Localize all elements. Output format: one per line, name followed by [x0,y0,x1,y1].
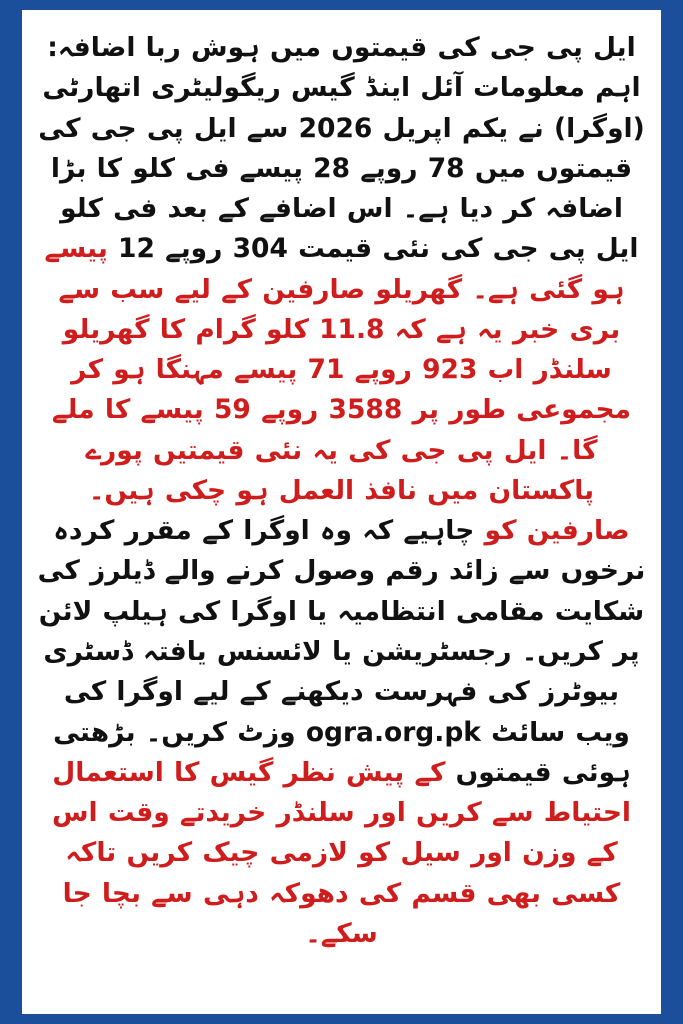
article-visit-note: وزٹ کریں۔ بڑھتی ہوئی قیمتوں [53,716,631,788]
article-accent-block-2: کے پیش نظر گیس کا استعمال احتیاط سے کریں اور سلنڈر خریدتے وقت اس کے وزن اور سیل کو لازمی چیک کریں تاکہ کسی بھی قسم کی دھوکہ دہی سے بچا جا سکے۔ [51,756,632,949]
news-poster-card [22,10,661,1014]
article-headline: ایل پی جی کی قیمتوں میں ہوش ربا اضافہ: اہم معلومات آئل اینڈ گیس ریگولیٹری اتھارٹی (اوگرا) نے یکم اپریل 2026 سے ایل پی جی کی قیمتوں میں 78 روپے 28 پیسے فی کلو کا بڑا اضافہ کر دیا ہے۔ اس اضافے کے بعد فی کلو ایل پی جی کی نئی قیمت 304 روپے 12 [38,32,645,265]
article-text [36,28,647,954]
article-accent-block-1: پیسے ہو گئی ہے۔ گھریلو صارفین کے لیے سب سے بری خبر یہ ہے کہ 11.8 کلو گرام کا گھریلو سلنڈر اب 923 روپے 71 پیسے مہنگا ہو کر مجموعی طور پر 3588 روپے 59 پیسے کا ملے گا۔ ایل پی جی کی یہ نئی قیمتیں پورے پاکستان میں نافذ العمل ہو چکی ہیں۔ صارفین کو [44,233,632,547]
ogra-website-text: ogra.org.pk [305,716,481,748]
article-advisory: چاہیے کہ وہ اوگرا کے مقرر کردہ نرخوں سے زائد رقم وصول کرنے والے ڈیلرز کی شکایت مقامی انتظامیہ یا اوگرا کی ہیلپ لائن پر کریں۔ رجسٹریشن یا لائسنس یافتہ ڈسٹری بیوٹرز کی فہرست دیکھنے کے لیے اوگرا کی ویب سائٹ [37,515,646,748]
